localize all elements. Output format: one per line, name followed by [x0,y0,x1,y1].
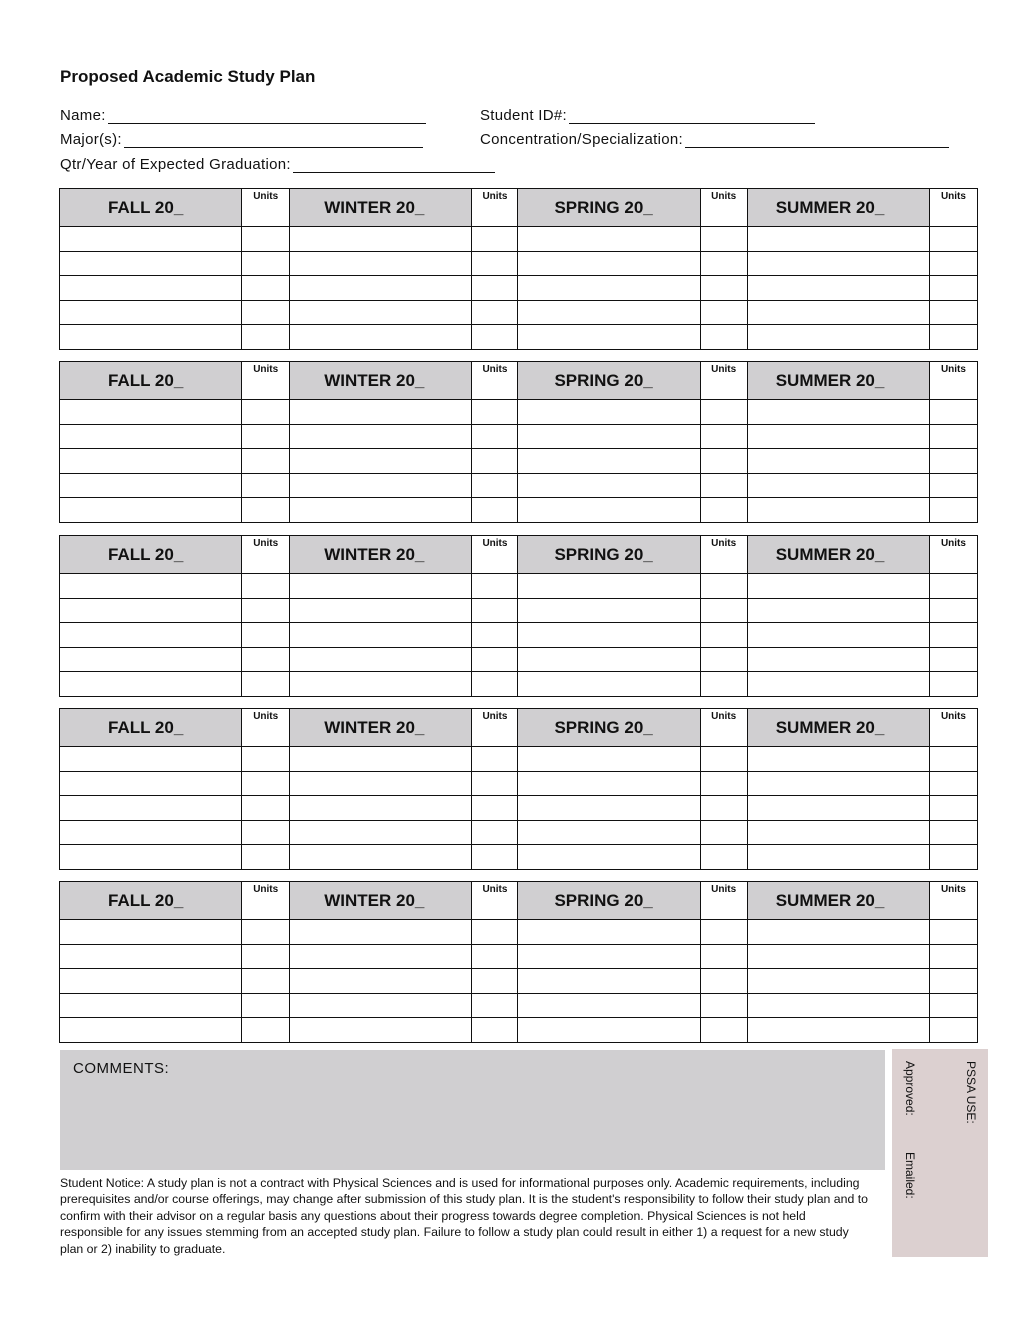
units-cell[interactable] [700,845,747,870]
graduation-label: Qtr/Year of Expected Graduation: [60,156,291,173]
units-cell[interactable] [472,993,518,1018]
course-cell[interactable] [290,771,472,796]
course-cell[interactable] [518,574,700,599]
units-cell[interactable] [242,623,290,648]
course-cell[interactable] [60,498,242,523]
course-cell[interactable] [747,300,929,325]
course-cell[interactable] [518,598,700,623]
course-cell[interactable] [290,845,472,870]
course-cell[interactable] [518,771,700,796]
comments-box[interactable] [60,1050,885,1170]
units-cell[interactable] [929,300,977,325]
course-cell[interactable] [60,647,242,672]
units-cell[interactable] [472,647,518,672]
units-cell[interactable] [700,400,747,425]
course-cell[interactable] [747,993,929,1018]
course-cell[interactable] [290,498,472,523]
course-cell[interactable] [518,796,700,821]
course-row [60,498,978,523]
units-cell[interactable] [700,473,747,498]
course-cell[interactable] [60,845,242,870]
course-cell[interactable] [747,747,929,772]
course-cell[interactable] [518,400,700,425]
units-header: Units [242,882,290,920]
course-row [60,845,978,870]
graduation-field[interactable] [60,156,495,173]
units-cell[interactable] [929,647,977,672]
units-cell[interactable] [929,473,977,498]
course-row [60,251,978,276]
plan-block-4 [59,708,978,870]
majors-label: Major(s): [60,131,122,148]
units-cell[interactable] [700,1018,747,1043]
units-cell[interactable] [472,449,518,474]
course-cell[interactable] [518,993,700,1018]
units-cell[interactable] [700,325,747,350]
course-cell[interactable] [518,325,700,350]
units-cell[interactable] [472,796,518,821]
units-cell[interactable] [929,969,977,994]
units-cell[interactable] [700,771,747,796]
course-cell[interactable] [518,747,700,772]
course-cell[interactable] [518,227,700,252]
units-cell[interactable] [242,574,290,599]
units-cell[interactable] [472,747,518,772]
course-row [60,820,978,845]
units-cell[interactable] [700,251,747,276]
units-cell[interactable] [242,820,290,845]
course-row [60,747,978,772]
student-id-label: Student ID#: [480,107,567,124]
term-header-winter: WINTER 20_ [290,189,472,227]
units-header: Units [700,536,747,574]
term-header-fall: FALL 20_ [60,362,242,400]
units-cell[interactable] [242,1018,290,1043]
emailed-label: Emailed: [903,1152,917,1199]
units-cell[interactable] [929,498,977,523]
course-cell[interactable] [518,969,700,994]
course-cell[interactable] [290,424,472,449]
units-cell[interactable] [242,227,290,252]
course-cell[interactable] [747,672,929,697]
course-row [60,424,978,449]
pssa-use-panel [892,1049,988,1257]
term-header-winter: WINTER 20_ [290,709,472,747]
units-header: Units [472,189,518,227]
course-cell[interactable] [518,920,700,945]
units-cell[interactable] [700,747,747,772]
units-header: Units [242,189,290,227]
course-cell[interactable] [290,227,472,252]
units-cell[interactable] [929,598,977,623]
course-cell[interactable] [290,1018,472,1043]
course-cell[interactable] [60,424,242,449]
term-header-spring: SPRING 20_ [518,882,700,920]
course-cell[interactable] [747,944,929,969]
course-cell[interactable] [60,251,242,276]
course-cell[interactable] [290,820,472,845]
term-header-summer: SUMMER 20_ [747,189,929,227]
plan-block-2 [59,361,978,523]
units-cell[interactable] [929,276,977,301]
units-cell[interactable] [472,300,518,325]
units-cell[interactable] [242,325,290,350]
course-cell[interactable] [747,227,929,252]
course-cell[interactable] [290,598,472,623]
units-cell[interactable] [929,325,977,350]
units-cell[interactable] [700,796,747,821]
units-header: Units [472,709,518,747]
course-cell[interactable] [747,251,929,276]
units-cell[interactable] [472,227,518,252]
units-header: Units [472,882,518,920]
term-header-row [60,709,978,747]
comments-label: COMMENTS: [73,1060,170,1077]
term-header-winter: WINTER 20_ [290,536,472,574]
units-cell[interactable] [929,623,977,648]
course-cell[interactable] [518,449,700,474]
term-header-row [60,882,978,920]
majors-field[interactable] [60,131,423,148]
course-row [60,672,978,697]
units-cell[interactable] [929,944,977,969]
term-header-spring: SPRING 20_ [518,709,700,747]
term-header-fall: FALL 20_ [60,189,242,227]
course-cell[interactable] [747,845,929,870]
term-header-summer: SUMMER 20_ [747,882,929,920]
course-cell[interactable] [518,647,700,672]
units-cell[interactable] [242,473,290,498]
course-row [60,325,978,350]
concentration-field[interactable] [480,131,949,148]
units-header: Units [929,536,977,574]
course-cell[interactable] [60,400,242,425]
units-cell[interactable] [700,920,747,945]
units-cell[interactable] [242,993,290,1018]
course-cell[interactable] [518,276,700,301]
course-cell[interactable] [60,969,242,994]
units-cell[interactable] [242,747,290,772]
course-cell[interactable] [518,1018,700,1043]
plan-block-3 [59,535,978,697]
term-header-fall: FALL 20_ [60,882,242,920]
term-header-summer: SUMMER 20_ [747,709,929,747]
course-cell[interactable] [747,920,929,945]
units-cell[interactable] [472,623,518,648]
units-header: Units [472,362,518,400]
units-cell[interactable] [700,623,747,648]
course-cell[interactable] [518,944,700,969]
course-row [60,623,978,648]
course-cell[interactable] [747,771,929,796]
term-header-spring: SPRING 20_ [518,189,700,227]
units-header: Units [929,189,977,227]
units-cell[interactable] [242,796,290,821]
units-cell[interactable] [929,227,977,252]
units-cell[interactable] [242,969,290,994]
course-cell[interactable] [290,993,472,1018]
course-cell[interactable] [747,820,929,845]
term-header-fall: FALL 20_ [60,709,242,747]
course-cell[interactable] [747,400,929,425]
course-cell[interactable] [747,1018,929,1043]
course-cell[interactable] [290,400,472,425]
units-cell[interactable] [472,1018,518,1043]
units-cell[interactable] [700,227,747,252]
term-header-summer: SUMMER 20_ [747,362,929,400]
units-cell[interactable] [700,300,747,325]
course-cell[interactable] [518,251,700,276]
term-header-winter: WINTER 20_ [290,882,472,920]
units-cell[interactable] [700,424,747,449]
course-cell[interactable] [60,300,242,325]
graduation-input-line[interactable] [293,156,495,173]
course-cell[interactable] [518,424,700,449]
units-header: Units [242,362,290,400]
name-label: Name: [60,107,106,124]
units-header: Units [929,882,977,920]
name-input-line[interactable] [108,107,426,124]
units-cell[interactable] [242,449,290,474]
units-cell[interactable] [700,598,747,623]
course-row [60,969,978,994]
concentration-label: Concentration/Specialization: [480,131,683,148]
course-cell[interactable] [290,647,472,672]
course-cell[interactable] [747,796,929,821]
term-header-row [60,362,978,400]
course-cell[interactable] [290,747,472,772]
units-cell[interactable] [242,771,290,796]
units-cell[interactable] [242,424,290,449]
concentration-input-line[interactable] [685,131,949,148]
units-cell[interactable] [472,944,518,969]
course-cell[interactable] [747,473,929,498]
pssa-use-label: PSSA USE: [964,1061,978,1124]
course-cell[interactable] [60,623,242,648]
units-cell[interactable] [472,276,518,301]
course-cell[interactable] [518,845,700,870]
units-cell[interactable] [242,920,290,945]
course-row [60,400,978,425]
units-cell[interactable] [472,473,518,498]
units-cell[interactable] [472,400,518,425]
units-cell[interactable] [700,276,747,301]
course-cell[interactable] [60,473,242,498]
term-header-summer: SUMMER 20_ [747,536,929,574]
units-cell[interactable] [929,574,977,599]
course-cell[interactable] [290,920,472,945]
units-cell[interactable] [472,574,518,599]
units-cell[interactable] [700,672,747,697]
units-cell[interactable] [700,969,747,994]
units-cell[interactable] [700,993,747,1018]
units-cell[interactable] [929,993,977,1018]
course-cell[interactable] [290,325,472,350]
course-cell[interactable] [290,672,472,697]
course-cell[interactable] [60,1018,242,1043]
units-cell[interactable] [929,1018,977,1043]
course-cell[interactable] [290,969,472,994]
term-header-spring: SPRING 20_ [518,362,700,400]
units-cell[interactable] [242,300,290,325]
course-cell[interactable] [518,300,700,325]
units-cell[interactable] [929,747,977,772]
course-cell[interactable] [747,623,929,648]
course-cell[interactable] [60,993,242,1018]
course-cell[interactable] [518,473,700,498]
course-cell[interactable] [60,920,242,945]
units-cell[interactable] [700,498,747,523]
course-cell[interactable] [60,325,242,350]
units-header: Units [700,362,747,400]
units-cell[interactable] [929,820,977,845]
term-header-row [60,189,978,227]
units-header: Units [700,882,747,920]
units-cell[interactable] [929,920,977,945]
course-row [60,449,978,474]
course-row [60,227,978,252]
course-cell[interactable] [60,276,242,301]
course-cell[interactable] [290,574,472,599]
course-cell[interactable] [60,747,242,772]
units-cell[interactable] [472,771,518,796]
units-cell[interactable] [700,944,747,969]
course-row [60,771,978,796]
course-cell[interactable] [60,598,242,623]
course-row [60,574,978,599]
units-cell[interactable] [929,845,977,870]
course-cell[interactable] [290,796,472,821]
units-cell[interactable] [242,944,290,969]
course-row [60,993,978,1018]
units-cell[interactable] [472,598,518,623]
units-cell[interactable] [929,796,977,821]
course-cell[interactable] [290,251,472,276]
units-cell[interactable] [242,845,290,870]
units-cell[interactable] [242,647,290,672]
units-cell[interactable] [472,325,518,350]
course-row [60,647,978,672]
course-cell[interactable] [747,647,929,672]
course-cell[interactable] [747,276,929,301]
majors-input-line[interactable] [124,131,423,148]
units-header: Units [700,189,747,227]
units-cell[interactable] [242,251,290,276]
units-cell[interactable] [929,251,977,276]
units-cell[interactable] [242,498,290,523]
course-cell[interactable] [518,672,700,697]
course-row [60,796,978,821]
page-title: Proposed Academic Study Plan [60,67,316,86]
term-header-row [60,536,978,574]
course-cell[interactable] [60,672,242,697]
course-cell[interactable] [60,227,242,252]
term-header-winter: WINTER 20_ [290,362,472,400]
course-row [60,598,978,623]
units-header: Units [472,536,518,574]
plan-block-1 [59,188,978,350]
course-cell[interactable] [60,449,242,474]
course-row [60,1018,978,1043]
units-cell[interactable] [242,276,290,301]
units-cell[interactable] [700,820,747,845]
term-header-spring: SPRING 20_ [518,536,700,574]
course-cell[interactable] [747,449,929,474]
course-cell[interactable] [747,574,929,599]
course-cell[interactable] [518,623,700,648]
units-header: Units [242,709,290,747]
units-cell[interactable] [700,574,747,599]
units-cell[interactable] [242,672,290,697]
units-cell[interactable] [472,820,518,845]
units-cell[interactable] [472,498,518,523]
course-cell[interactable] [747,969,929,994]
units-cell[interactable] [472,251,518,276]
units-cell[interactable] [472,920,518,945]
units-cell[interactable] [929,400,977,425]
units-cell[interactable] [929,771,977,796]
course-cell[interactable] [747,325,929,350]
course-row [60,920,978,945]
course-cell[interactable] [747,598,929,623]
course-cell[interactable] [60,820,242,845]
course-cell[interactable] [60,796,242,821]
units-header: Units [242,536,290,574]
course-cell[interactable] [747,424,929,449]
units-header: Units [700,709,747,747]
units-cell[interactable] [929,424,977,449]
units-cell[interactable] [929,449,977,474]
course-cell[interactable] [290,276,472,301]
course-cell[interactable] [518,498,700,523]
units-cell[interactable] [242,598,290,623]
course-cell[interactable] [290,944,472,969]
course-cell[interactable] [290,623,472,648]
term-header-fall: FALL 20_ [60,536,242,574]
course-cell[interactable] [60,574,242,599]
units-cell[interactable] [700,647,747,672]
student-id-input-line[interactable] [569,107,815,124]
student-id-field[interactable] [480,107,815,124]
plan-block-5 [59,881,978,1043]
course-cell[interactable] [290,300,472,325]
course-cell[interactable] [60,944,242,969]
units-cell[interactable] [472,845,518,870]
name-field[interactable] [60,107,426,124]
course-cell[interactable] [518,820,700,845]
course-row [60,276,978,301]
units-header: Units [929,709,977,747]
units-cell[interactable] [472,672,518,697]
units-header: Units [929,362,977,400]
units-cell[interactable] [472,969,518,994]
course-cell[interactable] [290,473,472,498]
course-row [60,300,978,325]
units-cell[interactable] [472,424,518,449]
course-row [60,473,978,498]
units-cell[interactable] [242,400,290,425]
units-cell[interactable] [700,449,747,474]
course-cell[interactable] [290,449,472,474]
student-notice: Student Notice: A study plan is not a contract with Physical Sciences and is used for informational purposes only. Academic requirements, including prerequisites and/or course offerings, may change after submission of this study plan. It is the student's responsibility to follow their study plan and to confirm with their advisor on a regular basis any questions about their progress towards degree completion. Physical Sciences is not held responsible for any issues stemming from an accepted study plan. Failure to follow a study plan could result in either 1) a request for a new study plan or 2) inability to graduate. [60,1176,868,1256]
course-row [60,944,978,969]
approved-label: Approved: [903,1061,917,1116]
course-cell[interactable] [747,498,929,523]
units-cell[interactable] [929,672,977,697]
course-cell[interactable] [60,771,242,796]
